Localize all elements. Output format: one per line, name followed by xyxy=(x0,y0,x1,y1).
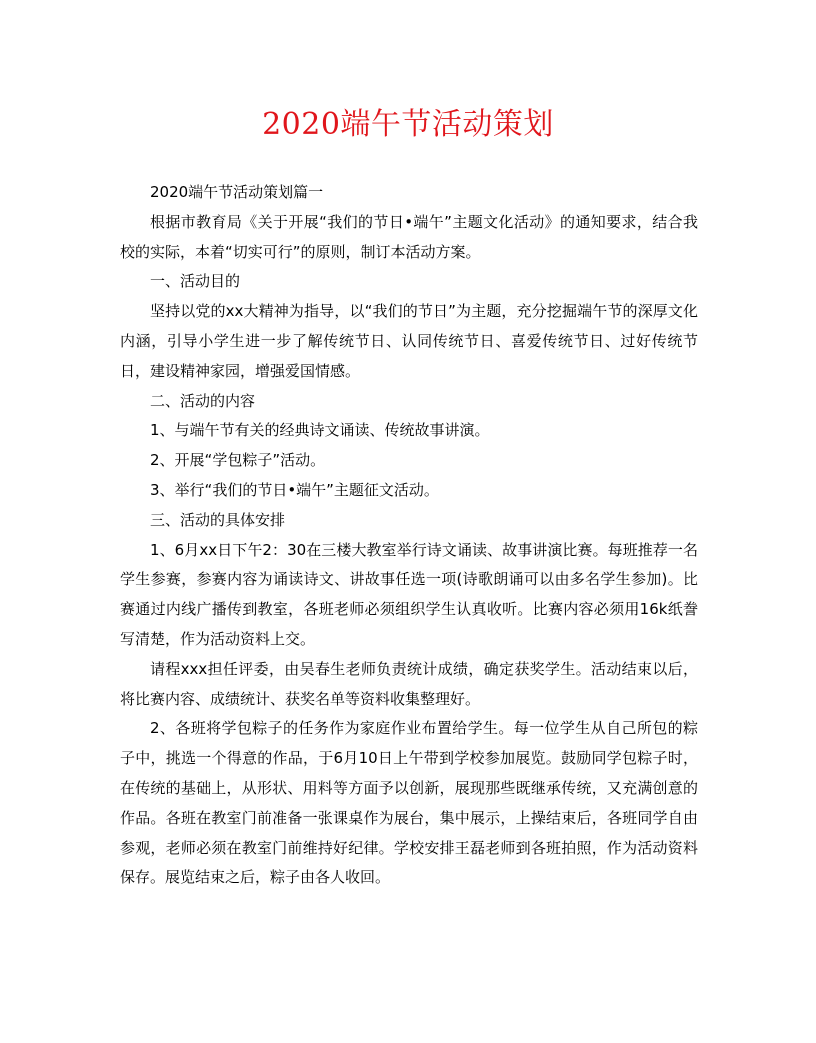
paragraph-subtitle: 2020端午节活动策划篇一 xyxy=(150,183,324,201)
document-body xyxy=(120,178,698,893)
section-heading-purpose: 一、活动目的 xyxy=(150,272,241,291)
document-title: 2020端午节活动策划 xyxy=(262,107,554,142)
paragraph-arrangement-2: 2、各班将学包粽子的任务作为家庭作业布置给学生。每一位学生从自己所包的粽子中，挑选一个得意的作品，于6月10日上午带到学校参加展览。鼓励同学包粽子时，在传统的基础上，从形状、用料等方面予以创新，展现那些既继承传统，又充满创意的作品。各班在教室门前准备一张课桌作为展台，集中展示，上操结束后，各班同学自由参观，老师必须在教室门前维持好纪律。学校安排王磊老师到各班拍照，作为活动资料保存。展览结束之后，粽子由各人收回。 xyxy=(120,719,698,887)
section-heading-arrangement: 三、活动的具体安排 xyxy=(150,510,286,529)
paragraph-judges: 请程xxx担任评委，由吴春生老师负责统计成绩，确定获奖学生。活动结束以后，将比赛内容、成绩统计、获奖名单等资料收集整理好。 xyxy=(120,659,698,708)
list-item-content-2: 2、开展“学包粽子”活动。 xyxy=(150,451,326,470)
list-item-content-3: 3、举行“我们的节日•端午”主题征文活动。 xyxy=(150,480,439,499)
paragraph-intro: 根据市教育局《关于开展“我们的节日•端午”主题文化活动》的通知要求，结合我校的实际，本着“切实可行”的原则，制订本活动方案。 xyxy=(120,212,698,261)
paragraph-arrangement-1: 1、6月xx日下午2：30在三楼大教室举行诗文诵读、故事讲演比赛。每班推荐一名学生参赛，参赛内容为诵读诗文、讲故事任选一项(诗歌朗诵可以由多名学生参加)。比赛通过内线广播传到教室，各班老师必须组织学生认真收听。比赛内容必须用16k纸誊写清楚，作为活动资料上交。 xyxy=(120,540,698,648)
list-item-content-1: 1、与端午节有关的经典诗文诵读、传统故事讲演。 xyxy=(150,421,490,440)
section-heading-content: 二、活动的内容 xyxy=(150,391,256,410)
paragraph-purpose: 坚持以党的xx大精神为指导，以“我们的节日”为主题，充分挖掘端午节的深厚文化内涵，引导小学生进一步了解传统节日、认同传统节日、喜爱传统节日、过好传统节日，建设精神家园，增强爱国情感。 xyxy=(120,302,698,380)
